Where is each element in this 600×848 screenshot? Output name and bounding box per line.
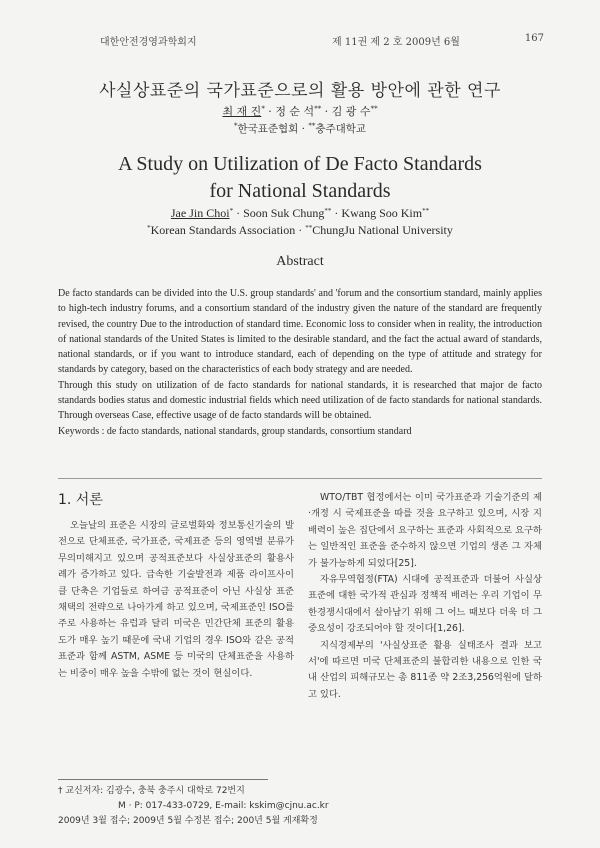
author-sep: · — [264, 105, 276, 118]
title-english — [0, 151, 600, 205]
author-2-ko: 정 순 석 — [275, 105, 315, 118]
affil-1-en-mark: * — [147, 224, 151, 232]
footnote-dates: 2009년 3월 접수; 2009년 5월 수정본 접수; 200년 5월 게재확정 — [58, 816, 318, 826]
title-english-line-2: for National Standards — [209, 180, 391, 202]
body-paragraph: 지식경제부의 '사실상표준 활용 실태조사 결과 보고서'에 따르면 미국 단체표준의 불합리한 내용으로 인한 국내 산업의 피해규모는 총 811종 약 2조3,256억원에 달하고 있다. — [308, 639, 542, 700]
author-1-en-mark: * — [229, 207, 234, 215]
affil-1-ko-mark: * — [233, 122, 238, 130]
affil-1-ko: 한국표준협회 — [237, 123, 299, 135]
affil-1-en: Korean Standards Association — [150, 223, 296, 237]
keywords-list: de facto standards, national standards, group standards, consortium standard — [106, 425, 412, 437]
affil-sep: · — [295, 223, 306, 237]
author-sep: · — [331, 206, 342, 220]
abstract-paragraph-2: Through this study on utilization of de facto standards for national standards, it is researched that major de facto standards bodies status and domestic industrial fields which need utilization of de facto standards for national standards. Through overseas Case, effective usage of de facto standards will be obtained. — [58, 379, 542, 422]
footnote-divider — [58, 779, 268, 780]
abstract-heading: Abstract — [276, 254, 324, 269]
keywords-sep: : — [99, 425, 107, 437]
author-1-en: Jae Jin Choi — [170, 206, 230, 220]
author-sep: · — [321, 105, 332, 118]
running-head — [56, 33, 544, 47]
journal-name: 대한안전경영과학회지 — [100, 37, 197, 48]
author-3-en-mark: ** — [422, 207, 430, 215]
section-divider — [58, 478, 542, 479]
issue-info: 제 11권 제 2 호 2009년 6월 — [332, 37, 460, 48]
affil-2-ko-mark: ** — [308, 122, 316, 130]
author-2-en: Soon Suk Chung — [243, 206, 325, 220]
abstract-body — [58, 286, 542, 439]
authors-english — [0, 206, 600, 221]
page-number: 167 — [524, 33, 544, 44]
body-column-right — [308, 490, 542, 703]
keywords-line — [58, 424, 542, 439]
section-1-title: 1. 서론 — [58, 492, 103, 508]
affiliations-korean — [0, 121, 600, 136]
body-column-left — [58, 518, 294, 682]
footnote-corresponding-author: † 교신저자: 김광수, 충북 충주시 대학로 72번지 — [58, 786, 245, 796]
author-2-ko-mark: ** — [314, 105, 322, 113]
body-paragraph: WTO/TBT 협정에서는 이미 국가표준과 기술기준의 제·개정 시 국제표준을 따를 것을 요구하고 있으며, 시장 지배력이 높은 집단에서 요구하는 표준과 사회적으로 요구하는 일반적인 표준을 준수하지 않으면 기업의 생존 그 자체가 불가능하게 되었다[25]. — [308, 492, 542, 569]
author-3-ko-mark: ** — [370, 105, 378, 113]
author-1-ko: 최 재 진 — [222, 105, 262, 118]
body-paragraph: 오늘날의 표준은 시장의 글로벌화와 정보통신기술의 발전으로 단체표준, 국가표준, 국제표준 등의 영역별 분류가 무의미해지고 있으며 공적표준보다 사실상표준의 활용사례가 증가하고 있다. 급속한 기술발전과 제품 라이프사이클 단축은 기업들로 하여금 공적표준이 아닌 사실상 표준 채택의 전략으로 나아가게 하고 있으며, 국제표준인 ISO를 주로 사용하는 유럽과 달리 미국은 민간단체 표준의 활용도가 매우 높기 때문에 국내 기업의 경우 ISO와 같은 공적표준과 함께 ASTM, ASME 등 미국의 단체표준을 사용하는 비중이 매우 높을 수밖에 없는 것이 현실이다. — [58, 520, 294, 679]
footnotes — [58, 784, 542, 829]
footnote-contact: M · P: 017-433-0729, E-mail: kskim@cjnu.ac.kr — [118, 801, 329, 811]
title-korean: 사실상표준의 국가표준으로의 활용 방안에 관한 연구 — [99, 81, 501, 101]
abstract-paragraph-1: De facto standards can be divided into the U.S. group standards' and 'forum and the consortium standard, mainly applies to high-tech industry forums, and a consortium standard of the industry given the nature of the standard are frequently revised, the country Due to the introduction of standard time. Economic loss to consider when in reality, the introduction of national standards of the United States is limited to the desirable standard, and the fact the actual award of standards, national standards, or if you want to introduce standard, each of depending on the type of attitude and strategy for standards by category, based on the characteristics of each body strategy and are needed. — [58, 288, 542, 376]
affil-sep: · — [298, 123, 309, 135]
affil-2-ko: 충주대학교 — [315, 123, 367, 135]
affiliations-english — [0, 223, 600, 238]
author-3-ko: 김 광 수 — [331, 105, 371, 118]
author-2-en-mark: ** — [324, 207, 332, 215]
keywords-label: Keywords — [58, 425, 100, 437]
author-1-ko-mark: * — [261, 105, 265, 113]
affil-2-en-mark: ** — [305, 224, 313, 232]
author-sep: · — [233, 206, 244, 220]
author-3-en: Kwang Soo Kim — [341, 206, 423, 220]
affil-2-en: ChungJu National University — [312, 223, 453, 237]
title-english-line-1: A Study on Utilization of De Facto Standards — [118, 153, 482, 175]
body-paragraph: 자유무역협정(FTA) 시대에 공적표준과 더불어 사실상표준에 대한 국가적 관심과 정책적 배려는 우리 기업이 무한경쟁시대에서 살아남기 위해 그 어느 때보다 더욱 더 그 중요성이 강조되어야 할 것이다[1,26]. — [308, 574, 542, 635]
authors-korean — [0, 103, 600, 119]
